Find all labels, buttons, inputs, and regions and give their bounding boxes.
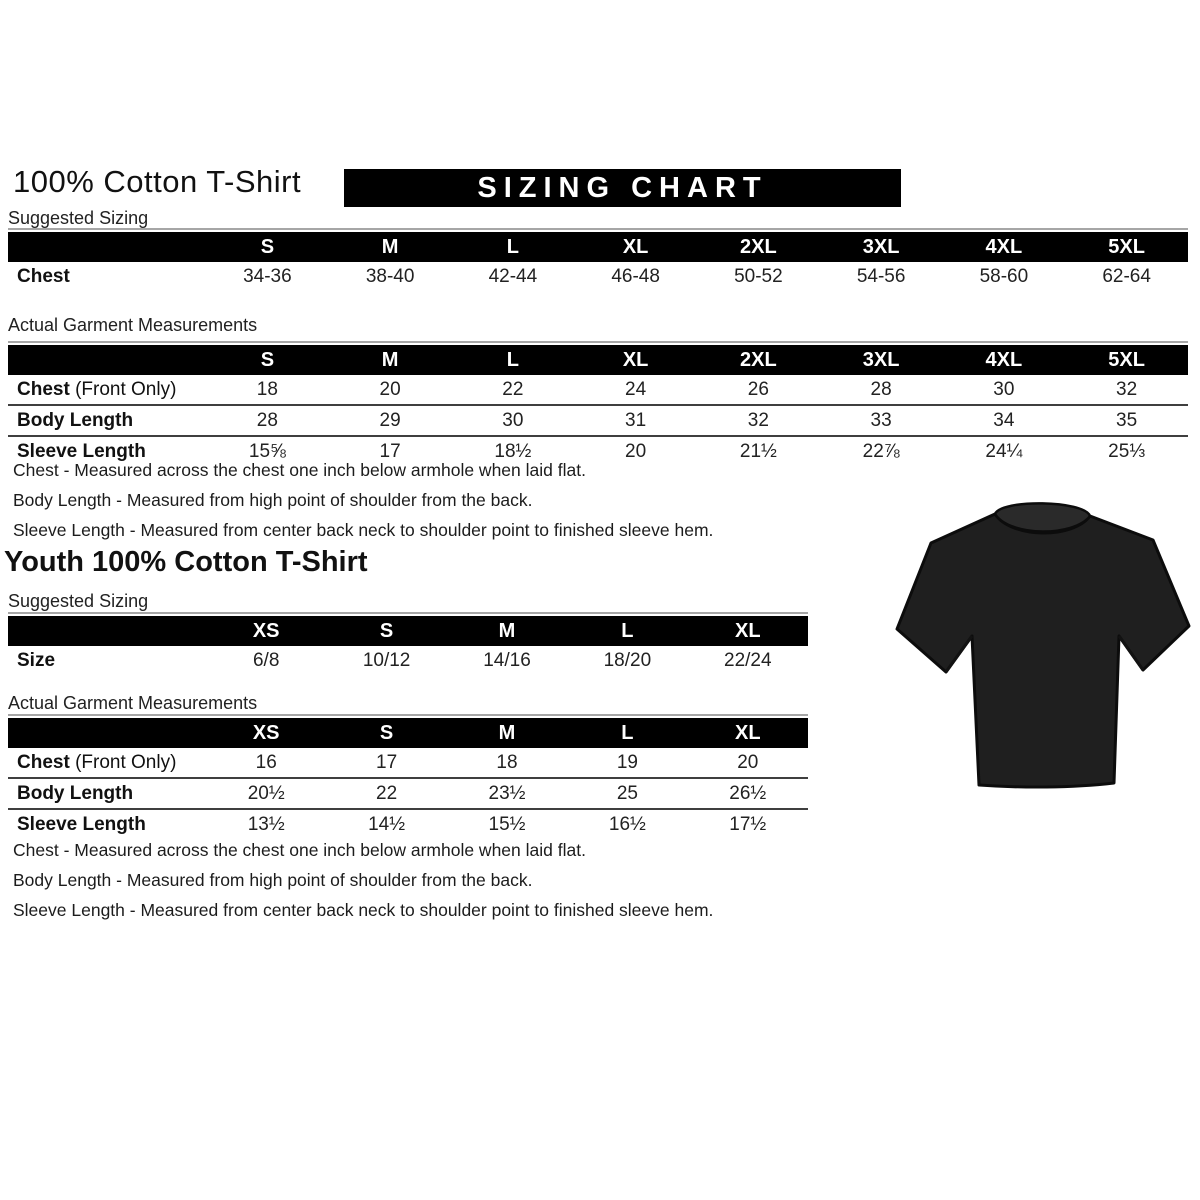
cell: 62-64	[1102, 265, 1151, 287]
cell: 30	[502, 409, 524, 431]
youth-actual-measurements-label: Actual Garment Measurements	[8, 693, 258, 713]
row-label-text: Sleeve Length	[17, 440, 146, 462]
cell: 32	[1116, 378, 1138, 400]
cell: 16½	[608, 813, 646, 835]
table-top-rule	[8, 714, 808, 716]
cell: 18	[496, 751, 518, 773]
adult-suggested-sizing-table	[8, 228, 1188, 291]
table-header-row	[8, 345, 1188, 375]
cell: 24	[625, 378, 647, 400]
header-cell: 2XL	[740, 235, 777, 258]
cell: 35	[1116, 409, 1138, 431]
cell: 6/8	[252, 649, 280, 671]
cell: 33	[870, 409, 892, 431]
row-label	[8, 814, 206, 836]
row-label	[8, 752, 206, 774]
table-row	[8, 748, 808, 777]
cell: 38-40	[365, 265, 415, 287]
adult-actual-measurements-label: Actual Garment Measurements	[8, 315, 258, 335]
row-label	[8, 783, 206, 805]
cell: 21½	[739, 440, 777, 462]
row-label	[8, 379, 206, 401]
cell: 42-44	[488, 265, 538, 287]
cell: 15½	[488, 813, 526, 835]
note-line: Chest - Measured across the chest one inch below armhole when laid flat.	[13, 460, 586, 480]
header-cell: XL	[735, 619, 761, 642]
table-top-rule	[8, 612, 808, 614]
header-cell: XL	[622, 348, 649, 371]
cell: 28	[256, 409, 278, 431]
cell: 34	[993, 409, 1015, 431]
table-header-row	[8, 718, 808, 748]
header-cell: L	[621, 721, 634, 744]
header-cell: 2XL	[740, 348, 777, 371]
header-cell: S	[260, 235, 275, 258]
adult-measurement-notes	[13, 455, 793, 545]
row-label-text: Chest	[17, 378, 70, 400]
row-label-text: Sleeve Length	[17, 813, 146, 835]
cell: 14/16	[483, 649, 531, 671]
cell: 18	[256, 378, 278, 400]
cell: 20	[379, 378, 401, 400]
note-line: Sleeve Length - Measured from center back neck to shoulder point to finished sleeve hem.	[13, 520, 714, 540]
row-label-text: Chest	[17, 751, 70, 773]
cell: 46-48	[611, 265, 660, 287]
page-title: 100% Cotton T-Shirt	[13, 164, 302, 199]
youth-measurement-notes	[13, 835, 793, 925]
cell: 14½	[368, 813, 406, 835]
table-row	[8, 646, 808, 675]
header-cell: XL	[622, 235, 649, 258]
table-top-rule	[8, 228, 1188, 230]
header-cell: XL	[735, 721, 761, 744]
sizing-chart-banner	[344, 169, 901, 207]
tshirt-icon	[892, 486, 1194, 804]
header-cell: L	[621, 619, 634, 642]
cell: 13½	[247, 813, 285, 835]
header-cell: XS	[252, 619, 280, 642]
youth-suggested-sizing-table	[8, 612, 808, 675]
header-cell: 5XL	[1108, 348, 1145, 371]
cell: 54-56	[856, 265, 906, 287]
youth-suggested-sizing-label: Suggested Sizing	[8, 591, 149, 611]
cell: 31	[625, 409, 647, 431]
cell: 22⅞	[862, 440, 900, 462]
adult-actual-measurements-table	[8, 341, 1188, 466]
cell: 34-36	[243, 265, 292, 287]
cell: 19	[616, 751, 638, 773]
header-cell: S	[260, 348, 275, 371]
note-line: Chest - Measured across the chest one inch below armhole when laid flat.	[13, 840, 586, 860]
table-header-row	[8, 616, 808, 646]
cell: 20½	[247, 782, 285, 804]
cell: 25	[616, 782, 638, 804]
header-cell: S	[379, 721, 394, 744]
header-cell: 4XL	[985, 348, 1023, 371]
cell: 28	[870, 378, 892, 400]
cell: 22	[502, 378, 524, 400]
cell: 22	[376, 782, 398, 804]
header-cell: 5XL	[1108, 235, 1145, 258]
table-row	[8, 262, 1188, 291]
cell: 29	[379, 409, 401, 431]
cell: 10/12	[362, 649, 411, 671]
cell: 16	[255, 751, 277, 773]
cell: 24¼	[985, 440, 1023, 462]
header-cell: M	[381, 235, 399, 258]
cell: 50-52	[734, 265, 783, 287]
cell: 23½	[488, 782, 526, 804]
table-row	[8, 777, 808, 808]
cell: 26	[747, 378, 769, 400]
row-label	[8, 410, 206, 432]
row-label-suffix: (Front Only)	[69, 378, 177, 400]
header-cell: L	[506, 235, 519, 258]
cell: 58-60	[979, 265, 1029, 287]
table-row	[8, 404, 1188, 435]
table-row	[8, 375, 1188, 404]
black-tshirt-image	[892, 486, 1194, 809]
youth-actual-measurements-table	[8, 714, 808, 839]
header-cell: M	[498, 619, 516, 642]
header-cell: 3XL	[862, 348, 900, 371]
row-label: Chest	[17, 265, 70, 287]
cell: 17½	[729, 813, 767, 835]
cell: 26½	[729, 782, 767, 804]
cell: 32	[747, 409, 769, 431]
header-cell: 3XL	[862, 235, 900, 258]
row-label: Size	[17, 649, 56, 671]
note-line: Sleeve Length - Measured from center back neck to shoulder point to finished sleeve hem.	[13, 900, 714, 920]
header-cell: M	[381, 348, 399, 371]
cell: 18/20	[603, 649, 652, 671]
table-header-row	[8, 232, 1188, 262]
cell: 25⅓	[1108, 440, 1146, 462]
cell: 18½	[494, 440, 532, 462]
cell: 22/24	[724, 649, 772, 671]
row-label-suffix: (Front Only)	[69, 751, 177, 773]
cell: 20	[625, 440, 647, 462]
sizing-chart-banner-text: SIZING CHART	[477, 171, 768, 204]
cell: 17	[379, 440, 401, 462]
table-top-rule	[8, 341, 1188, 343]
youth-section-title: Youth 100% Cotton T-Shirt	[4, 546, 368, 578]
cell: 15⅝	[248, 440, 286, 462]
note-line: Body Length - Measured from high point of shoulder from the back.	[13, 870, 533, 890]
cell: 30	[993, 378, 1015, 400]
header-cell: S	[379, 619, 394, 642]
header-cell: XS	[252, 721, 280, 744]
row-label-text: Body Length	[17, 782, 134, 804]
adult-suggested-sizing-label: Suggested Sizing	[8, 208, 149, 228]
header-cell: 4XL	[985, 235, 1023, 258]
cell: 20	[737, 751, 759, 773]
cell: 17	[376, 751, 398, 773]
header-cell: M	[498, 721, 516, 744]
note-line: Body Length - Measured from high point of shoulder from the back.	[13, 490, 533, 510]
header-cell: L	[506, 348, 519, 371]
row-label-text: Body Length	[17, 409, 134, 431]
